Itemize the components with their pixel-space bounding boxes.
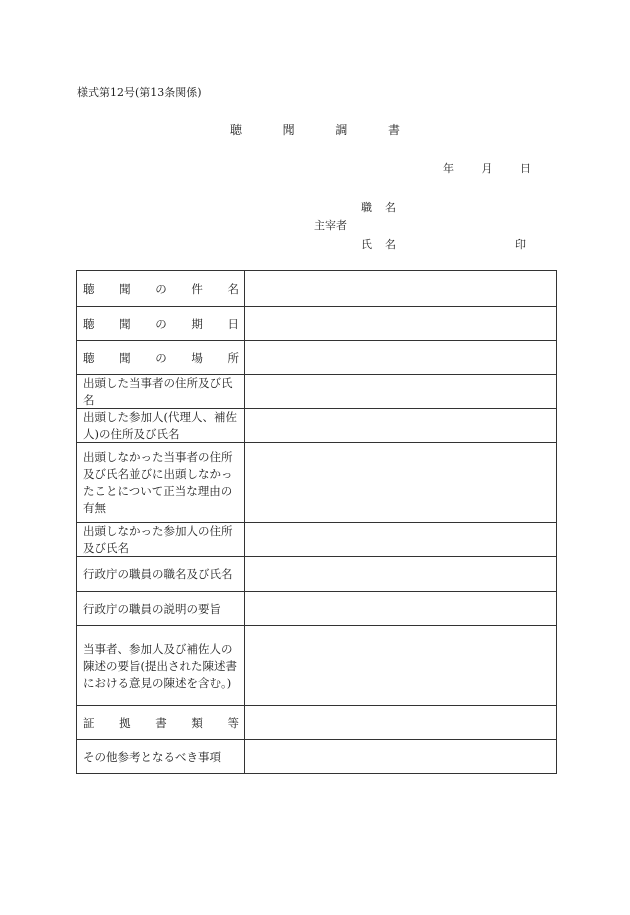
shokumei-char: 職: [361, 201, 372, 214]
row-label: [77, 409, 245, 442]
row-value[interactable]: [245, 557, 556, 591]
row-value[interactable]: [245, 341, 556, 374]
row-label: [77, 706, 245, 739]
row-label-text: 出頭しなかった参加人の住所及び氏名: [83, 524, 233, 555]
label-char: 所: [227, 350, 239, 365]
shimei-char: 名: [385, 238, 396, 251]
title-char: 調: [335, 123, 348, 137]
title-char: 聴: [230, 123, 243, 137]
table-row: [77, 591, 556, 625]
table-row: [77, 271, 556, 306]
label-char: 拠: [119, 715, 131, 730]
form-number: 様式第12号(第13条関係): [77, 86, 202, 99]
label-char: 聴: [83, 281, 95, 296]
row-value[interactable]: [245, 409, 556, 442]
document-title: [230, 121, 400, 138]
table-row: [77, 556, 556, 591]
row-label: [77, 271, 245, 306]
seal-mark: 印: [515, 238, 526, 251]
label-char: の: [155, 281, 167, 296]
row-label: [77, 740, 245, 773]
title-char: 聞: [282, 123, 295, 137]
title-char: 書: [387, 123, 400, 137]
row-label: [77, 375, 245, 408]
row-label: [77, 307, 245, 340]
row-label: [77, 523, 245, 556]
row-label-text: その他参考となるべき事項: [83, 749, 221, 764]
row-label: [77, 592, 245, 625]
label-char: 聞: [119, 350, 131, 365]
row-value[interactable]: [245, 271, 556, 306]
shokumei-char: 名: [385, 201, 396, 214]
label-char: 等: [227, 715, 239, 730]
date-year: 年: [443, 162, 454, 175]
label-char: 件: [191, 281, 203, 296]
date-day: 日: [520, 162, 531, 175]
row-label-text: 出頭した当事者の住所及び氏名: [83, 376, 233, 407]
row-value[interactable]: [245, 375, 556, 408]
shimei-char: 氏: [361, 238, 372, 251]
label-char: 類: [191, 715, 203, 730]
row-value[interactable]: [245, 740, 556, 773]
row-value[interactable]: [245, 706, 556, 739]
label-char: の: [155, 316, 167, 331]
date-month: 月: [481, 162, 493, 175]
table-row: [77, 340, 556, 374]
label-char: 聞: [119, 281, 131, 296]
row-label: [77, 341, 245, 374]
row-label-text: 行政庁の職員の説明の要旨: [83, 601, 221, 616]
label-char: の: [155, 350, 167, 365]
row-label: [77, 626, 245, 705]
table-row: [77, 442, 556, 522]
row-label-text: 出頭しなかった当事者の住所及び氏名並びに出頭しなかったことについて正当な理由の有無: [83, 450, 233, 515]
label-char: 期: [191, 316, 203, 331]
row-value[interactable]: [245, 592, 556, 625]
row-label: [77, 443, 245, 522]
row-value[interactable]: [245, 626, 556, 705]
presiding-officer-label: 主宰者: [314, 219, 347, 232]
table-row: [77, 522, 556, 556]
label-char: 証: [83, 715, 95, 730]
row-label-text: 出頭した参加人(代理人、補佐人)の住所及び氏名: [83, 410, 237, 441]
hearing-record-table: [76, 270, 557, 774]
row-value[interactable]: [245, 443, 556, 522]
table-row: [77, 625, 556, 705]
row-label-text: 当事者、参加人及び補佐人の陳述の要旨(提出された陳述書における意見の陳述を含む。): [83, 641, 237, 690]
label-char: 聞: [119, 316, 131, 331]
date-line: [443, 160, 531, 176]
row-value[interactable]: [245, 307, 556, 340]
label-char: 日: [227, 316, 239, 331]
table-row: [77, 705, 556, 739]
table-row: [77, 739, 556, 773]
row-value[interactable]: [245, 523, 556, 556]
row-label: [77, 557, 245, 591]
row-label-text: 行政庁の職員の職名及び氏名: [83, 567, 233, 581]
label-char: 書: [155, 715, 167, 730]
label-char: 場: [191, 350, 203, 365]
label-char: 聴: [83, 350, 95, 365]
table-row: [77, 306, 556, 340]
table-row: [77, 374, 556, 408]
table-row: [77, 408, 556, 442]
label-char: 名: [227, 281, 239, 296]
label-char: 聴: [83, 316, 95, 331]
